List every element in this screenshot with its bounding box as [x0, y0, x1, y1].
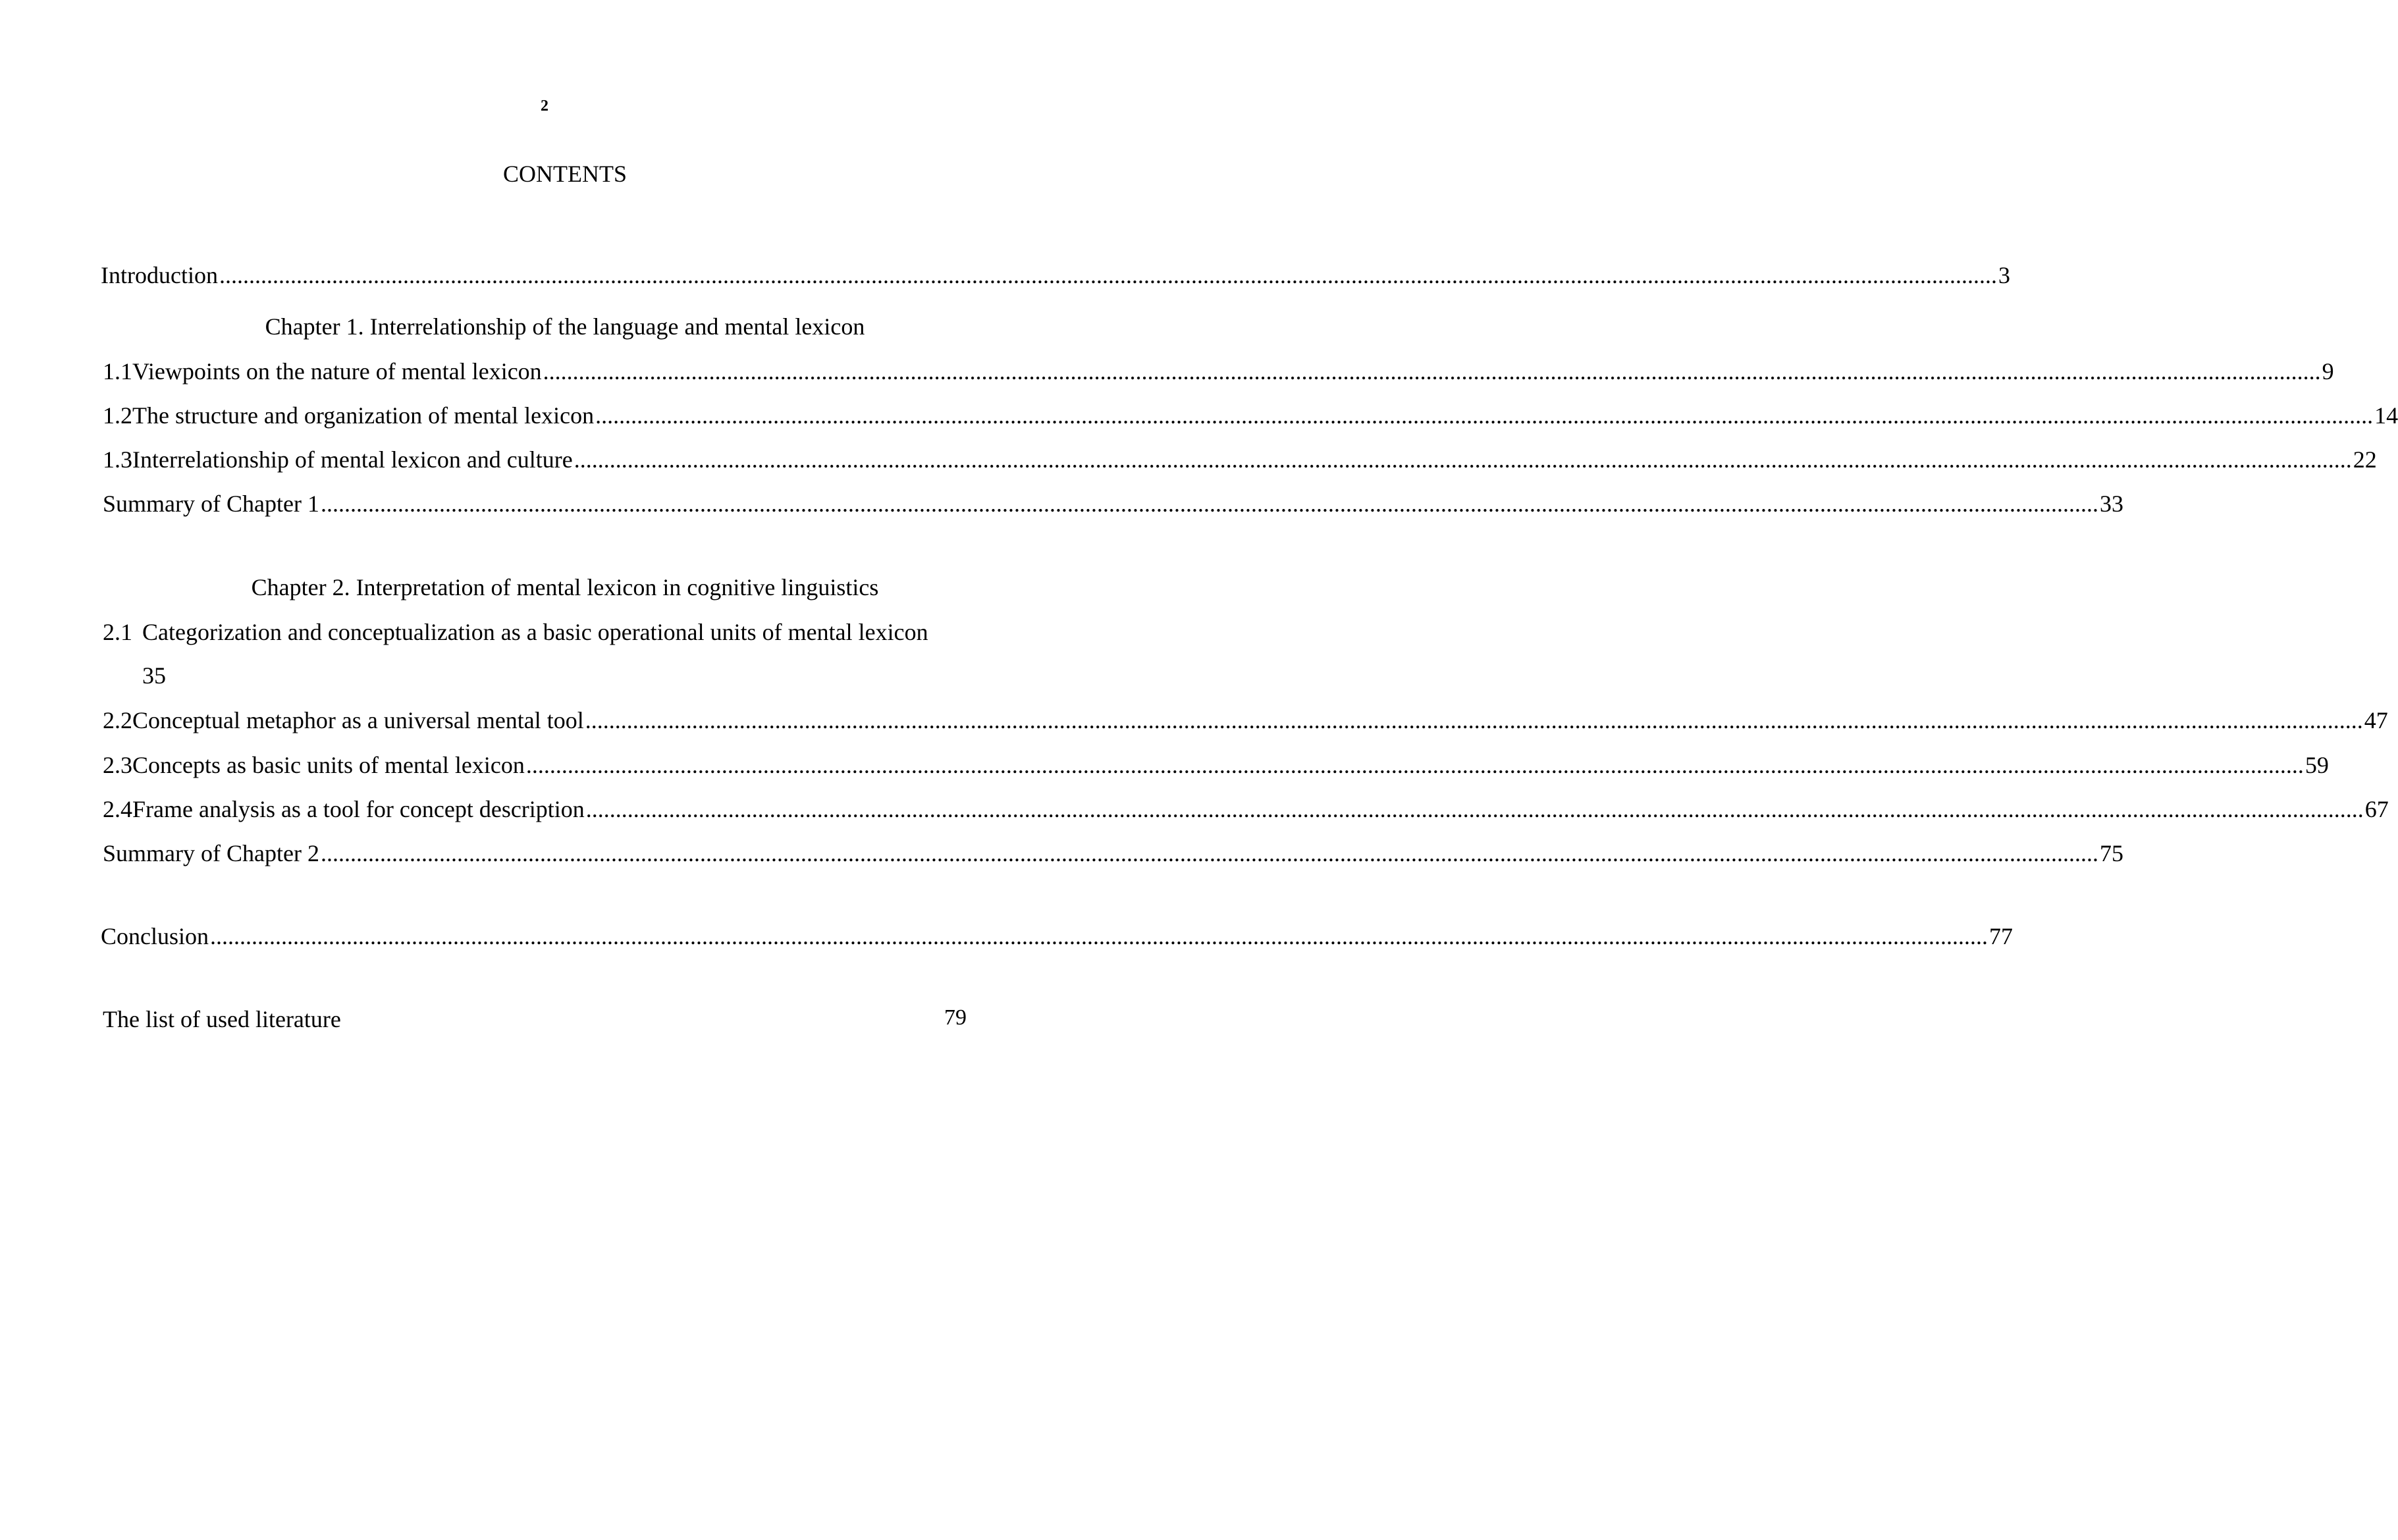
- contents-title: CONTENTS: [503, 161, 627, 187]
- toc-entry-page: 3: [1998, 262, 2010, 288]
- dot-leader: ............................................................................................................................................................................................................................................................................................................: [320, 491, 2098, 517]
- toc-entry-label: Viewpoints on the nature of mental lexicon: [132, 358, 542, 385]
- dot-leader: ............................................................................................................................................................................................................................................................................................................: [525, 752, 2304, 778]
- toc-entry-2-3[interactable]: [103, 751, 2329, 780]
- toc-entry-1-3[interactable]: [103, 445, 2377, 474]
- toc-entry-page: 67: [2364, 796, 2389, 822]
- toc-entry-literature[interactable]: [103, 1005, 341, 1034]
- dot-leader: ............................................................................................................................................................................................................................................................................................................: [585, 796, 2364, 822]
- toc-entry-number: 2.3: [103, 752, 132, 778]
- toc-entry-page: 14: [2374, 402, 2398, 429]
- toc-entry-2-1[interactable]: [103, 618, 972, 647]
- toc-entry-label: Frame analysis as a tool for concept description: [132, 796, 585, 822]
- toc-entry-label: Categorization and conceptualization as a basic operational units of mental lexicon: [142, 619, 928, 645]
- toc-entry-1-1[interactable]: [103, 357, 2334, 386]
- toc-entry-summary-chapter-2[interactable]: [103, 839, 2123, 868]
- toc-entry-2-2[interactable]: [103, 706, 2388, 735]
- toc-entry-label: Summary of Chapter 2: [103, 840, 319, 866]
- toc-entry-1-2[interactable]: [103, 401, 2398, 430]
- toc-entry-page: 47: [2364, 707, 2388, 733]
- dot-leader: ............................................................................................................................................................................................................................................................................................................: [595, 402, 2374, 429]
- toc-entry-number: 2.4: [103, 796, 132, 822]
- toc-entry-label: Summary of Chapter 1: [103, 491, 319, 517]
- toc-entry-label: Conceptual metaphor as a universal mental tool: [132, 707, 584, 733]
- dot-leader: ............................................................................................................................................................................................................................................................................................................: [210, 923, 1988, 949]
- toc-entry-label: Concepts as basic units of mental lexicon: [132, 752, 525, 778]
- dot-leader: ............................................................................................................................................................................................................................................................................................................: [573, 446, 2352, 473]
- toc-entry-label: The list of used literature: [103, 1006, 341, 1032]
- toc-entry-number: 1.2: [103, 402, 132, 429]
- toc-entry-label: Conclusion: [101, 923, 209, 949]
- toc-entry-2-1-page: 35: [142, 662, 166, 689]
- toc-entry-label: Introduction: [101, 262, 218, 288]
- chapter-2-heading: Chapter 2. Interpretation of mental lexicon in cognitive linguistics: [251, 574, 879, 600]
- toc-entry-label: The structure and organization of mental lexicon: [132, 402, 595, 429]
- toc-entry-page: 33: [2099, 491, 2123, 517]
- toc-entry-number: 2.2: [103, 707, 132, 733]
- dot-leader: ............................................................................................................................................................................................................................................................................................................: [320, 840, 2098, 866]
- toc-entry-page: 77: [1989, 923, 2013, 949]
- dot-leader: ............................................................................................................................................................................................................................................................................................................: [219, 262, 1997, 288]
- toc-entry-introduction[interactable]: [101, 261, 2010, 290]
- toc-entry-number: 1.1: [103, 358, 132, 385]
- toc-entry-number: 2.1: [103, 619, 132, 645]
- toc-entry-page: 75: [2099, 840, 2123, 866]
- toc-entry-page: 22: [2353, 446, 2377, 473]
- toc-entry-literature-page: 79: [944, 1005, 967, 1030]
- toc-entry-2-4[interactable]: [103, 795, 2389, 824]
- dot-leader: ............................................................................................................................................................................................................................................................................................................: [585, 707, 2363, 733]
- chapter-1-heading: Chapter 1. Interrelationship of the language and mental lexicon: [265, 313, 865, 340]
- toc-entry-number: 1.3: [103, 446, 132, 473]
- toc-entry-page: 59: [2305, 752, 2329, 778]
- toc-entry-label: Interrelationship of mental lexicon and culture: [132, 446, 573, 473]
- toc-entry-page: 9: [2322, 358, 2334, 385]
- toc-entry-conclusion[interactable]: [101, 922, 2013, 951]
- page-number: 2: [541, 97, 548, 115]
- toc-entry-summary-chapter-1[interactable]: [103, 489, 2123, 518]
- dot-leader: ............................................................................................................................................................................................................................................................................................................: [543, 358, 2321, 385]
